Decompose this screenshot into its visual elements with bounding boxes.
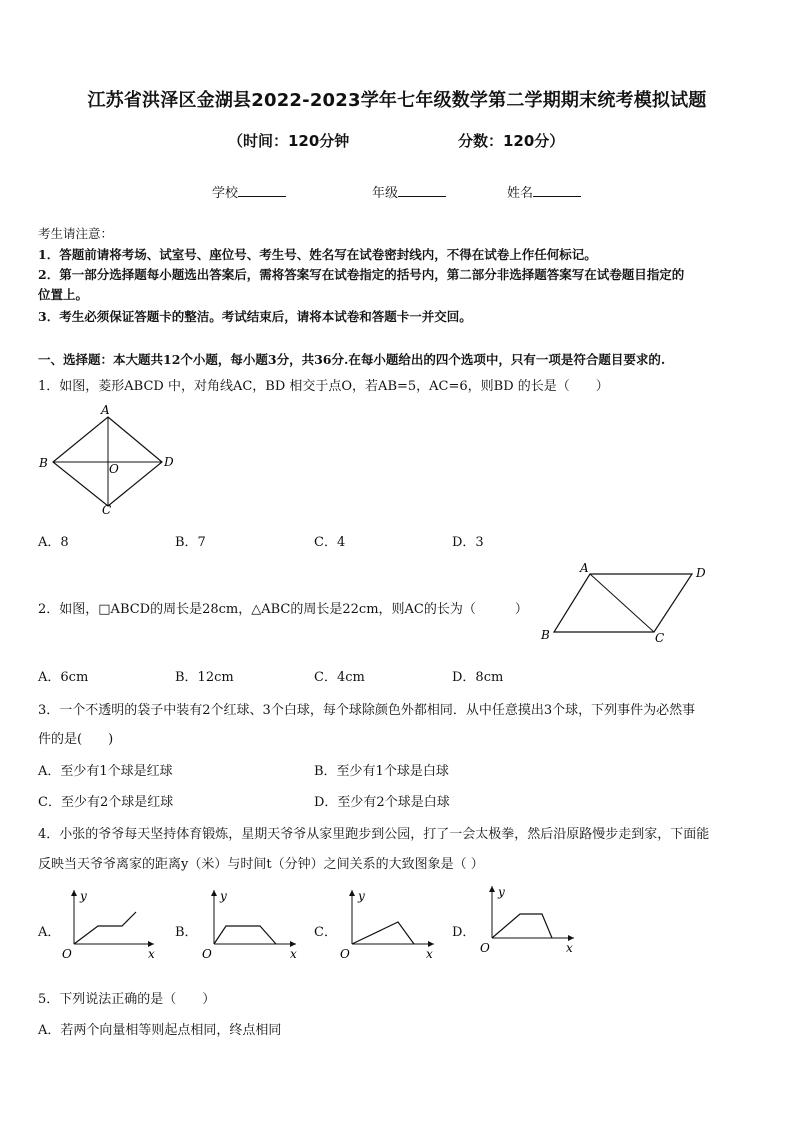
q1-stem: 1．如图，菱形ABCD 中，对角线AC，BD 相交于点O，若AB=5，AC=6，则BD 的长是（ ）: [38, 379, 609, 394]
name-field: [507, 182, 581, 201]
q2-option-b: B．12cm: [175, 670, 234, 685]
x-label: x: [426, 947, 433, 961]
label-a: A: [101, 403, 110, 417]
grade-blank: [398, 184, 446, 197]
q3-option-b: B．至少有1个球是白球: [314, 764, 449, 779]
origin-label: O: [340, 947, 350, 961]
name-label: 姓名: [507, 186, 534, 201]
exam-time: （时间：120分钟: [228, 132, 350, 150]
q4-option-a-label: A．: [38, 925, 61, 940]
exam-score: 分数：120分）: [458, 132, 565, 150]
label-d: D: [164, 455, 174, 469]
grade-label: 年级: [372, 186, 399, 201]
origin-label: O: [202, 947, 212, 961]
x-label: x: [148, 947, 155, 961]
q4-option-c-label: C．: [314, 925, 337, 940]
graph-line: [352, 922, 414, 944]
label-c: C: [655, 631, 665, 645]
q2-option-d: D．8cm: [452, 670, 504, 685]
y-arrow-icon: [489, 886, 495, 892]
q1-option-d: D．3: [452, 535, 484, 550]
origin-label: O: [480, 941, 490, 955]
q3-stem-line1: 3．一个不透明的袋子中装有2个红球、3个白球，每个球除颜色外都相同．从中任意摸出3个球，下列事件为必然事: [38, 703, 696, 718]
school-blank: [238, 184, 286, 197]
note-2-cont: 位置上。: [38, 287, 89, 302]
y-arrow-icon: [71, 890, 77, 896]
exam-title: 江苏省洪泽区金湖县2022-2023学年七年级数学第二学期期末统考模拟试题: [87, 90, 707, 111]
q3-option-a: A．至少有1个球是红球: [38, 764, 173, 779]
q4-graph-c: [336, 886, 440, 962]
q1-option-b: B．7: [175, 535, 206, 550]
q4-graph-a: [58, 886, 158, 962]
q4-stem-line2: 反映当天爷爷离家的距离y（米）与时间t（分钟）之间关系的大致图象是（ ）: [38, 857, 484, 872]
q1-option-a: A．8: [38, 535, 69, 550]
y-label: y: [220, 889, 227, 903]
q1-rhombus-figure: [36, 402, 186, 517]
y-label: y: [358, 889, 365, 903]
q1-option-c: C．4: [314, 535, 346, 550]
y-arrow-icon: [349, 890, 355, 896]
q5-option-a: A．若两个向量相等则起点相同，终点相同: [38, 1023, 282, 1038]
section-heading: 一、选择题：本大题共12个小题，每小题3分，共36分.在每小题给出的四个选项中，只有一项是符合题目要求的.: [38, 352, 666, 367]
note-1: 1．答题前请将考场、试室号、座位号、考生号、姓名写在试卷密封线内，不得在试卷上作任何标记。: [38, 247, 597, 262]
school-label: 学校: [212, 186, 239, 201]
q4-option-b-label: B．: [175, 925, 198, 940]
label-a: A: [580, 561, 589, 575]
graph-line: [214, 926, 276, 944]
q2-stem: 2．如图，□ABCD的周长是28cm，△ABC的周长是22cm，则AC的长为（ ）: [38, 602, 528, 617]
note-2: 2．第一部分选择题每小题选出答案后，需将答案写在试卷指定的括号内，第二部分非选择题答案写在试卷题目指定的: [38, 267, 685, 282]
x-label: x: [566, 941, 573, 955]
q5-stem: 5．下列说法正确的是（ ）: [38, 992, 216, 1007]
q3-stem-line2: 件的是( ): [38, 732, 114, 747]
label-o: O: [109, 462, 119, 476]
y-label: y: [498, 885, 505, 899]
q4-graph-b: [198, 886, 302, 962]
origin-label: O: [62, 947, 72, 961]
q2-option-a: A．6cm: [38, 670, 89, 685]
label-d: D: [696, 566, 706, 580]
q2-parallelogram-figure: [536, 558, 726, 648]
diagonal-ac: [590, 574, 654, 632]
q2-option-c: C．4cm: [314, 670, 365, 685]
label-b: B: [39, 456, 48, 470]
q4-graph-d: [476, 882, 580, 958]
label-b: B: [541, 628, 550, 642]
note-3: 3．考生必须保证答题卡的整洁。考试结束后，请将本试卷和答题卡一并交回。: [38, 309, 472, 324]
school-field: [212, 182, 286, 201]
parallelogram-outline: [554, 574, 692, 632]
q3-option-d: D．至少有2个球是白球: [314, 795, 450, 810]
q4-option-d-label: D．: [452, 925, 476, 940]
q3-option-c: C．至少有2个球是红球: [38, 795, 174, 810]
q4-stem-line1: 4．小张的爷爷每天坚持体育锻炼，星期天爷爷从家里跑步到公园，打了一会太极拳，然后沿原路慢步走到家，下面能: [38, 827, 710, 842]
label-c: C: [102, 503, 112, 517]
x-label: x: [290, 947, 297, 961]
notes-heading: 考生请注意：: [38, 226, 114, 241]
graph-line: [74, 912, 136, 944]
y-arrow-icon: [211, 890, 217, 896]
grade-field: [372, 182, 446, 201]
name-blank: [533, 184, 581, 197]
graph-line: [492, 914, 552, 938]
y-label: y: [80, 889, 87, 903]
